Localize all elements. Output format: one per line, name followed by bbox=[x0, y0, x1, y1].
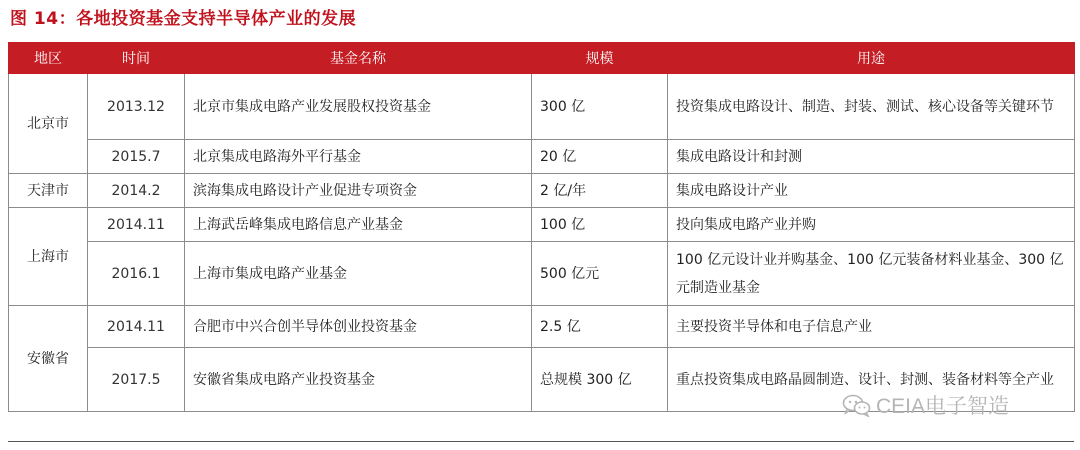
scale-cell: 100 亿 bbox=[532, 208, 668, 242]
scale-cell: 300 亿 bbox=[532, 74, 668, 140]
table-row bbox=[9, 306, 1075, 348]
fund-name-cell: 安徽省集成电路产业投资基金 bbox=[185, 348, 532, 412]
fund-name-cell: 合肥市中兴合创半导体创业投资基金 bbox=[185, 306, 532, 348]
usage-cell: 重点投资集成电路晶圆制造、设计、封测、装备材料等全产业 bbox=[668, 348, 1075, 412]
fund-table bbox=[8, 42, 1075, 412]
header-usage: 用途 bbox=[668, 43, 1075, 74]
time-cell: 2014.11 bbox=[88, 306, 185, 348]
region-cell: 安徽省 bbox=[9, 306, 88, 412]
time-cell: 2014.2 bbox=[88, 174, 185, 208]
figure-title: 图 14：各地投资基金支持半导体产业的发展 bbox=[10, 9, 357, 29]
scale-cell: 20 亿 bbox=[532, 140, 668, 174]
header-time: 时间 bbox=[88, 43, 185, 74]
usage-cell: 集成电路设计产业 bbox=[668, 174, 1075, 208]
region-cell: 上海市 bbox=[9, 208, 88, 306]
scale-cell: 2 亿/年 bbox=[532, 174, 668, 208]
usage-cell: 主要投资半导体和电子信息产业 bbox=[668, 306, 1075, 348]
header-region: 地区 bbox=[9, 43, 88, 74]
region-cell: 北京市 bbox=[9, 74, 88, 174]
time-cell: 2016.1 bbox=[88, 242, 185, 306]
usage-cell: 集成电路设计和封测 bbox=[668, 140, 1075, 174]
fund-name-cell: 北京集成电路海外平行基金 bbox=[185, 140, 532, 174]
usage-cell: 100 亿元设计业并购基金、100 亿元装备材料业基金、300 亿元制造业基金 bbox=[668, 242, 1075, 306]
usage-cell: 投资集成电路设计、制造、封装、测试、核心设备等关键环节 bbox=[668, 74, 1075, 140]
time-cell: 2013.12 bbox=[88, 74, 185, 140]
table-row bbox=[9, 242, 1075, 306]
fund-name-cell: 上海武岳峰集成电路信息产业基金 bbox=[185, 208, 532, 242]
watermark-text: CEIA电子智造 bbox=[876, 395, 1010, 418]
header-scale: 规模 bbox=[532, 43, 668, 74]
time-cell: 2015.7 bbox=[88, 140, 185, 174]
table-header-row bbox=[9, 43, 1075, 74]
region-cell: 天津市 bbox=[9, 174, 88, 208]
header-fund-name: 基金名称 bbox=[185, 43, 532, 74]
table-row bbox=[9, 74, 1075, 140]
scale-cell: 2.5 亿 bbox=[532, 306, 668, 348]
scale-cell: 总规模 300 亿 bbox=[532, 348, 668, 412]
fund-name-cell: 北京市集成电路产业发展股权投资基金 bbox=[185, 74, 532, 140]
watermark bbox=[842, 390, 1009, 420]
time-cell: 2014.11 bbox=[88, 208, 185, 242]
table-row bbox=[9, 174, 1075, 208]
table-row bbox=[9, 140, 1075, 174]
bottom-divider bbox=[8, 441, 1074, 442]
fund-name-cell: 上海市集成电路产业基金 bbox=[185, 242, 532, 306]
table-row bbox=[9, 208, 1075, 242]
usage-cell: 投向集成电路产业并购 bbox=[668, 208, 1075, 242]
scale-cell: 500 亿元 bbox=[532, 242, 668, 306]
wechat-icon bbox=[842, 393, 872, 417]
time-cell: 2017.5 bbox=[88, 348, 185, 412]
fund-name-cell: 滨海集成电路设计产业促进专项资金 bbox=[185, 174, 532, 208]
